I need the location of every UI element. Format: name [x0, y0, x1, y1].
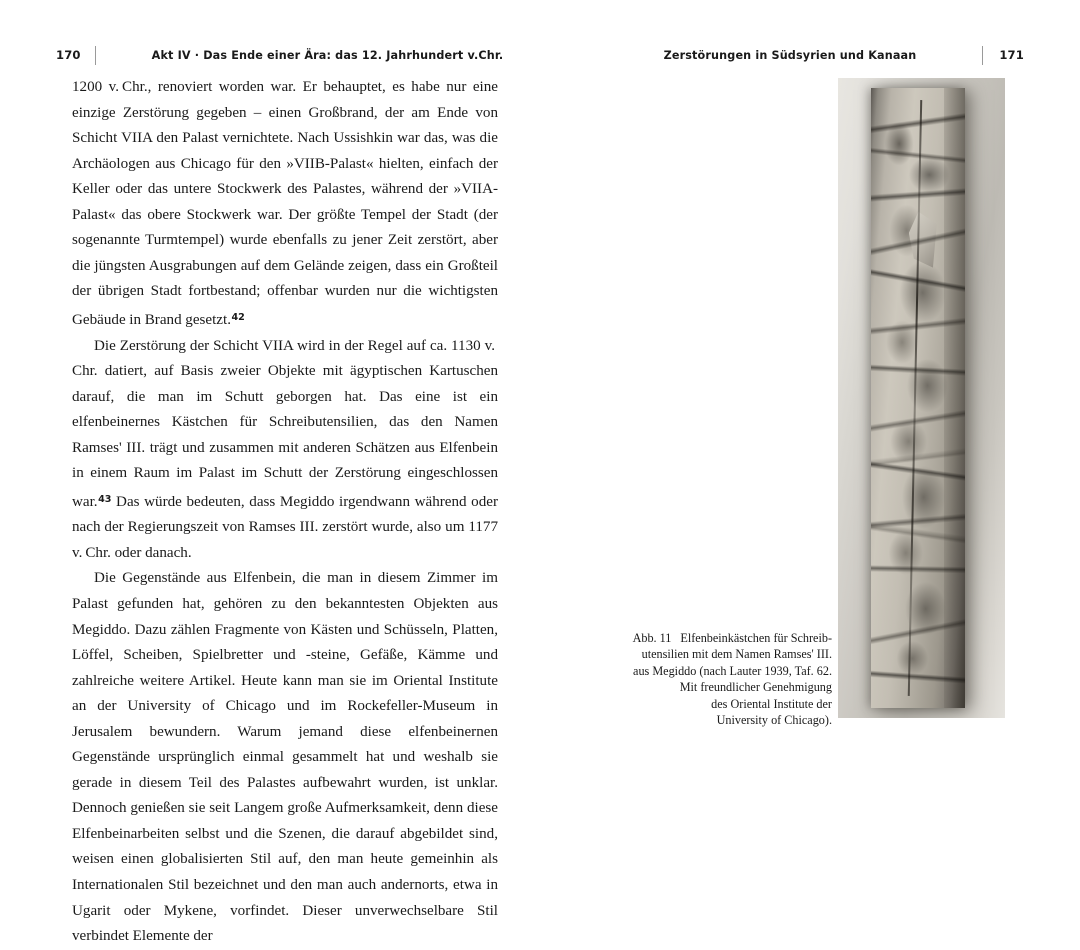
running-head-right [664, 44, 1024, 66]
plaque-chip-notch [909, 212, 937, 268]
paragraph-2-text: Die Zerstörung der Schicht VIIA wird in der Regel auf ca. 1130 v. Chr. datiert, auf Basis zweier Objekte mit ägyptischen Kartuschen darauf, die man im Schutt geborgen hat. Das eine ist ein elfenbeinernes Kästchen für Schreibutensilien, das den Namen Ramses' III. trägt und zusammen mit anderen Schätzen aus Elfenbein in einem Raum im Palast im Schutt der Zerstörung eingeschlossen war. [72, 337, 498, 510]
paragraph-3-text: Die Gegenstände aus Elfenbein, die man in diesem Zimmer im Palast gefunden hat, gehören zu den bekanntesten Objekten aus Megiddo. Dazu zählen Fragmente von Kästen und Schüsseln, Platten, Löffel, Scheiben, Spielbretter und -steine, Gefäße, Kämme und zahlreiche weitere Artikel. Heute kann man sie im Oriental Institute an der University of Chicago und im Rockefeller-Museum in Jerusalem bewundern. Warum jemand diese elfenbeinernen Gegenstände ursprünglich einmal gesammelt hat und weshalb sie gerade in diesem Teil des Palastes aufbewahrt wurden, ist unklar. Dennoch genießen sie seit Langem große Aufmerksamkeit, denn diese Elfenbeinarbeiten selbst und die Szenen, die darauf abgebildet sind, weisen einen globalisierten Stil auf, den man heute gemeinhin als Internationalen Stil bezeichnet und den man auch andernorts, etwa in Ugarit oder Mykene, vorfindet. Dieser unverwechselbare Stil verbindet Elemente der [72, 570, 498, 945]
figure-11-photograph [838, 78, 1005, 718]
folio-left: 170 [56, 48, 81, 62]
footnote-marker-43[interactable]: 43 [98, 493, 112, 505]
caption-line-2: utensilien mit dem Namen Ramses' III. [641, 647, 832, 662]
caption-line-1-text: Elfenbeinkästchen für Schreib- [680, 631, 832, 645]
paragraph-1 [72, 75, 498, 334]
caption-line-5: des Oriental Institute der [711, 696, 832, 711]
footnote-marker-42[interactable]: 42 [231, 311, 245, 323]
paragraph-2 [72, 334, 498, 567]
figure-caption [597, 630, 832, 728]
caption-label: Abb. 11 [632, 631, 672, 645]
running-head-title-right: Zerstörungen in Südsyrien und Kanaan [663, 48, 917, 62]
paragraph-3 [72, 566, 498, 949]
body-text-column [72, 75, 498, 950]
folio-right: 171 [999, 48, 1024, 62]
caption-line-1 [597, 630, 832, 646]
header-rule-right [982, 46, 983, 65]
plaque-side-face [944, 88, 965, 709]
caption-line-3: aus Megiddo (nach Lauter 1939, Taf. 62. [633, 663, 832, 678]
caption-line-6: University of Chicago). [716, 713, 832, 728]
running-head-title-left: Akt IV · Das Ende einer Ära: das 12. Jahrhundert v.Chr. [151, 48, 504, 62]
caption-line-4: Mit freundlicher Genehmigung [679, 680, 832, 695]
paragraph-2-text-continued: Das würde bedeuten, dass Megiddo irgendwann während oder nach der Regierungszeit von Ramses III. zerstört wurde, also um 1177 v. Chr. oder danach. [72, 493, 498, 561]
running-head-left [56, 44, 503, 66]
plaque-crack [908, 100, 922, 696]
paragraph-1-text: 1200 v. Chr., renoviert worden war. Er behauptet, es habe nur eine einzige Zerstörung gegeben – einen Großbrand, der am Ende von Schicht VIIA den Palast vernichtete. Nach Ussishkin war das, was die Archäologen aus Chicago für den »VIIB-Palast« hielten, einfach der Keller oder das untere Stockwerk des Palastes, während der »VIIA-Palast« das obere Stockwerk war. Der größte Tempel der Stadt (der sogenannte Turmtempel) wurde ebenfalls zu jener Zeit zerstört, aber die jüngsten Ausgrabungen auf dem Gelände zeigen, dass ein Großteil der übrigen Stadt fortbestand; offenbar wurden nur die wichtigsten Gebäude in Brand gesetzt. [72, 79, 498, 328]
ivory-plaque-photo [838, 78, 1005, 718]
ivory-plaque-object [871, 88, 965, 709]
header-rule-left [95, 46, 96, 65]
